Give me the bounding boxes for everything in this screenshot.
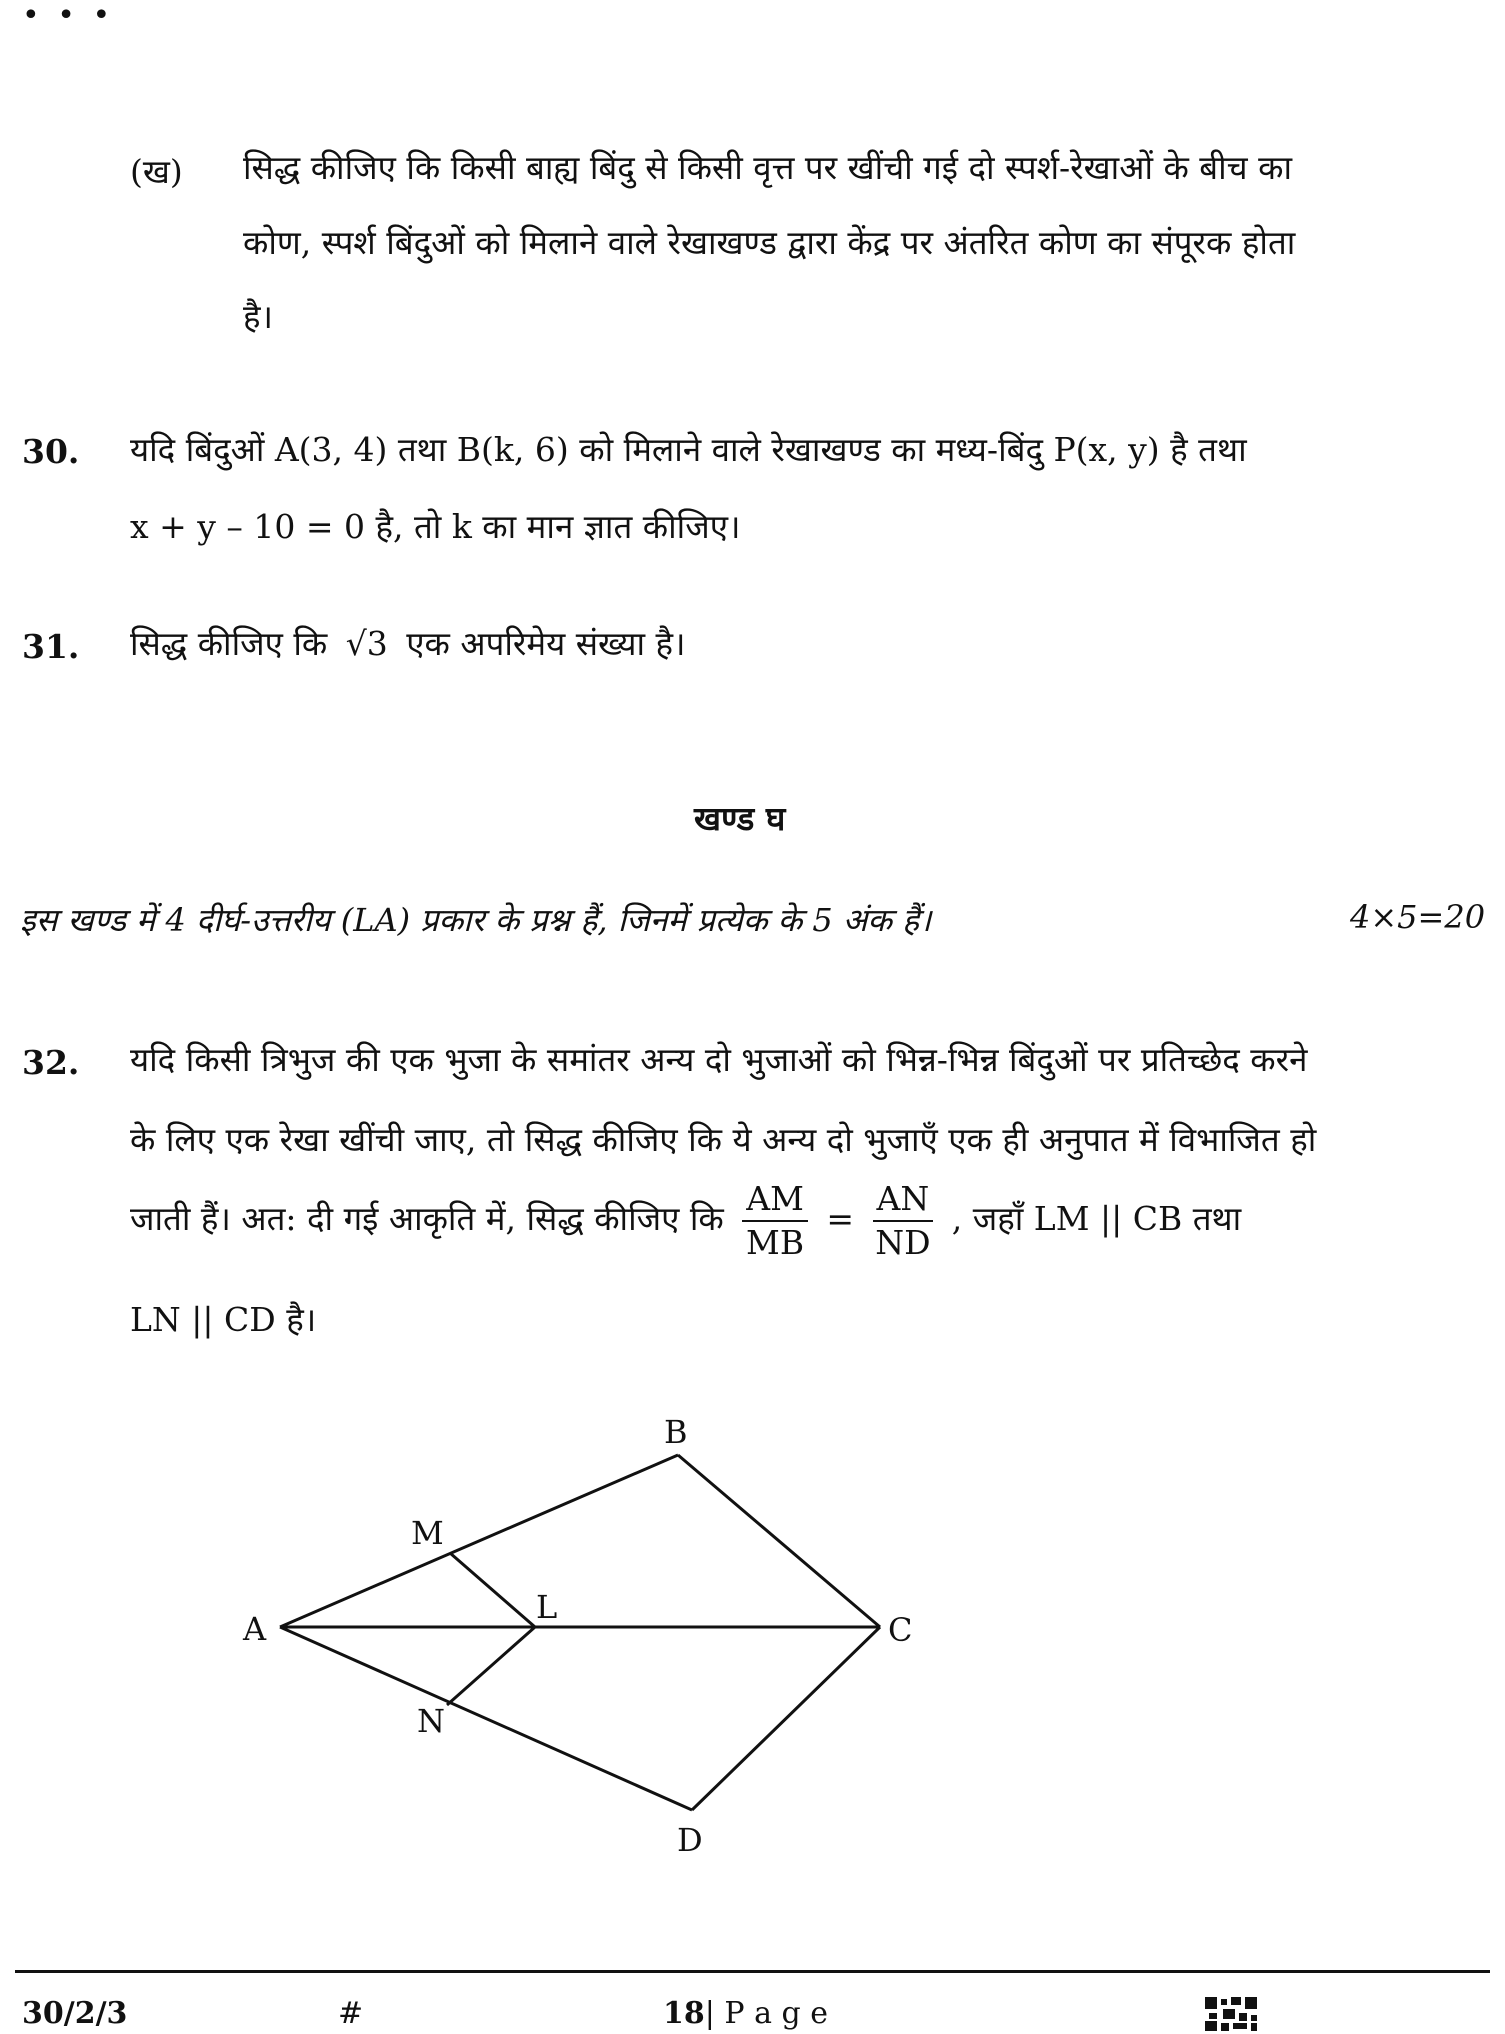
q32-line3-start: जाती हैं। अत: दी गई आकृति में, सिद्ध कीजिए कि	[130, 1199, 724, 1238]
q31-radical: √3	[345, 624, 388, 663]
segment-nl	[447, 1627, 535, 1705]
q32-line4: LN || CD है।	[130, 1300, 317, 1339]
fraction-numerator: AM	[742, 1178, 808, 1222]
label-c: C	[888, 1611, 913, 1649]
q29b-line1: सिद्ध कीजिए कि किसी बाह्य बिंदु से किसी वृत्त पर खींची गई दो स्पर्श-रेखाओं के बीच का	[243, 148, 1292, 187]
label-b: B	[664, 1413, 688, 1451]
q30-number: 30.	[22, 432, 80, 471]
q32-line1: यदि किसी त्रिभुज की एक भुजा के समांतर अन्य दो भुजाओं को भिन्न-भिन्न बिंदुओं पर प्रतिच्छेद करने	[130, 1040, 1308, 1079]
label-d: D	[677, 1821, 703, 1859]
q31-text-before: सिद्ध कीजिए कि	[130, 624, 328, 663]
q30-line2: x + y – 10 = 0 है, तो k का मान ज्ञात कीजिए।	[130, 507, 741, 546]
q29b-line3: है।	[243, 297, 274, 336]
segment-ad	[280, 1627, 692, 1810]
paper-code: 30/2/3	[22, 1996, 128, 2031]
section-marks: 4×5=20	[1350, 898, 1486, 936]
equals-sign: =	[826, 1199, 855, 1238]
label-n: N	[417, 1702, 445, 1740]
segment-ab	[280, 1455, 678, 1627]
top-dots: • • •	[22, 0, 115, 33]
q31-text-after: एक अपरिमेय संख्या है।	[406, 624, 686, 663]
fraction-denominator: MB	[746, 1223, 805, 1262]
q32-line3-end: , जहाँ LM || CB तथा	[951, 1199, 1242, 1238]
q32-line2: के लिए एक रेखा खींची जाए, तो सिद्ध कीजिए कि ये अन्य दो भुजाएँ एक ही अनुपात में विभाजित हो	[130, 1120, 1317, 1159]
fraction-denominator: ND	[875, 1223, 931, 1262]
section-title: खण्ड घ	[694, 799, 786, 838]
q32-number: 32.	[22, 1043, 80, 1082]
label-a: A	[243, 1610, 267, 1648]
page-number: 18	[663, 1996, 705, 2031]
segment-ml	[450, 1553, 535, 1627]
page-word: | P a g e	[704, 1996, 829, 2031]
hash-mark: #	[338, 1996, 364, 2031]
section-instruction: इस खण्ड में 4 दीर्घ-उत्तरीय (LA) प्रकार के प्रश्न हैं, जिनमें प्रत्येक के 5 अंक हैं।	[20, 901, 932, 939]
segment-dc	[692, 1627, 880, 1810]
segment-bc	[678, 1455, 880, 1627]
page-indicator	[663, 1996, 828, 2031]
q29b-label: (ख)	[130, 152, 183, 191]
fraction-numerator: AN	[873, 1178, 934, 1222]
label-m: M	[411, 1514, 444, 1552]
label-l: L	[536, 1588, 558, 1626]
q30-line1: यदि बिंदुओं A(3, 4) तथा B(k, 6) को मिलाने वाले रेखाखण्ड का मध्य-बिंदु P(x, y) है तथा	[130, 430, 1247, 469]
qr-code-icon	[1205, 1997, 1267, 2031]
footer-rule	[15, 1970, 1490, 1973]
q29b-line2: कोण, स्पर्श बिंदुओं को मिलाने वाले रेखाखण्ड द्वारा केंद्र पर अंतरित कोण का संपूरक होता	[243, 223, 1296, 262]
q31-number: 31.	[22, 627, 80, 666]
